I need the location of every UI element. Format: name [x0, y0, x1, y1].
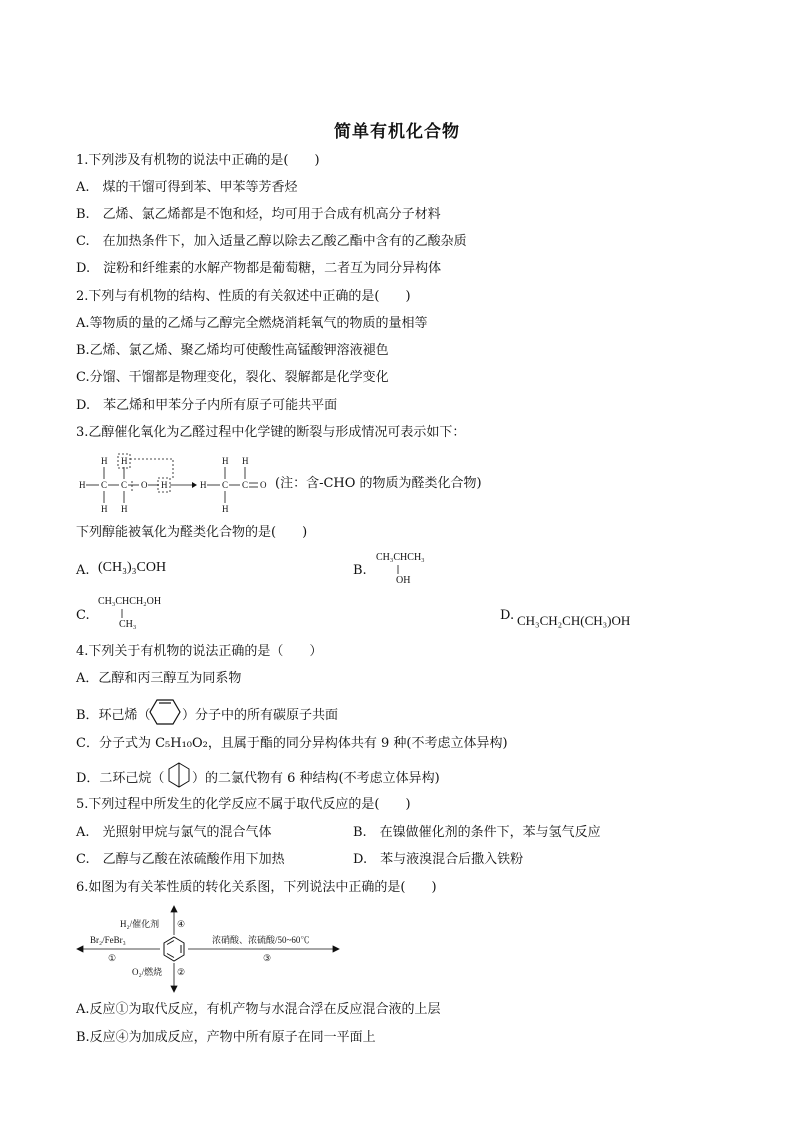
atom-h: H [101, 456, 108, 466]
q3-option-a-formula: (CH₃)₃COH [98, 560, 167, 575]
benzene-reaction-scheme [76, 905, 346, 993]
q1-option-c: C. 在加热条件下，加入适量乙醇以除去乙酸乙酯中含有的乙酸杂质 [76, 234, 467, 249]
q3-option-b-label: B. [353, 563, 367, 578]
q2-option-d: D. 苯乙烯和甲苯分子内所有原子可能共平面 [76, 398, 338, 413]
q5-option-c: C. 乙醇与乙酸在浓硫酸作用下加热 [76, 852, 285, 867]
atom-h: H [161, 480, 168, 490]
q3-option-d-label: D. [500, 608, 515, 623]
atom-c: C [222, 480, 229, 490]
ethanol-oxidation-scheme [76, 452, 276, 516]
q4-option-d-post: ）的二氯代物有 6 种结构(不考虑立体异构) [192, 771, 440, 786]
q2-option-b: B.乙烯、氯乙烯、聚乙烯均可使酸性高锰酸钾溶液褪色 [76, 343, 389, 358]
atom-h: H [121, 504, 128, 514]
q3-option-b-top: CH₃CHCH₃ [376, 552, 425, 563]
scheme-down-label: O₂/燃烧 [132, 967, 163, 977]
atom-h: H [79, 480, 86, 490]
q1-option-d: D. 淀粉和纤维素的水解产物都是葡萄糖，二者互为同分异构体 [76, 261, 442, 276]
scheme-left-label: Br₂/FeBr₃ [90, 935, 126, 945]
page-title: 简单有机化合物 [334, 122, 460, 142]
atom-o: O [141, 480, 148, 490]
q6-option-b: B.反应④为加成反应，产物中所有原子在同一平面上 [76, 1030, 376, 1045]
q3-option-c-bond [121, 609, 125, 619]
q1-option-a: A. 煤的干馏可得到苯、甲苯等芳香烃 [76, 180, 298, 195]
atom-c: C [242, 480, 249, 490]
q1-option-b: B. 乙烯、氯乙烯都是不饱和烃，均可用于合成有机高分子材料 [76, 207, 441, 222]
q2-stem: 2.下列与有机物的结构、性质的有关叙述中正确的是( ) [76, 289, 411, 304]
scheme-n2: ② [177, 967, 186, 977]
q3-subquestion: 下列醇能被氧化为醛类化合物的是( ) [76, 525, 308, 540]
scheme-n4: ④ [177, 919, 186, 929]
q5-option-a: A. 光照射甲烷与氯气的混合气体 [76, 825, 272, 840]
scheme-n1: ① [108, 953, 117, 963]
cyclohexene-icon [148, 697, 182, 727]
q2-option-c: C.分馏、干馏都是物理变化，裂化、裂解都是化学变化 [76, 370, 389, 385]
q5-option-d: D. 苯与液溴混合后撒入铁粉 [353, 852, 524, 867]
q3-option-c-bottom: CH₃ [119, 619, 137, 630]
q5-option-b: B. 在镍做催化剂的条件下，苯与氢气反应 [353, 825, 601, 840]
q4-option-a: A．乙醇和丙三醇互为同系物 [76, 671, 242, 686]
q2-option-a: A.等物质的量的乙烯与乙醇完全燃烧消耗氧气的物质的量相等 [76, 316, 428, 331]
atom-h: H [222, 504, 229, 514]
atom-h: H [242, 456, 249, 466]
atom-h: H [101, 504, 108, 514]
q4-option-b-pre: B．环己烯（ [76, 708, 151, 723]
q3-stem: 3.乙醇催化氧化为乙醛过程中化学键的断裂与形成情况可表示如下： [76, 425, 466, 440]
q4-option-c: C．分子式为 C₅H₁₀O₂，且属于酯的同分异构体共有 9 种(不考虑立体异构) [76, 736, 508, 751]
atom-h: H [222, 456, 229, 466]
atom-h: H [200, 480, 207, 490]
scheme-right-label: 浓硝酸、浓硫酸/50~60℃ [212, 935, 310, 945]
q6-option-a: A.反应①为取代反应，有机产物与水混合浮在反应混合液的上层 [76, 1002, 441, 1017]
atom-c: C [121, 480, 128, 490]
atom-o: O [260, 480, 267, 490]
q5-stem: 5.下列过程中所发生的化学反应不属于取代反应的是( ) [76, 797, 411, 812]
q3-option-b-bond [397, 565, 401, 575]
q4-option-b-post: ）分子中的所有碳原子共面 [182, 708, 339, 723]
q4-stem: 4.下列关于有机物的说法正确的是（ ） [76, 644, 323, 659]
q3-option-c-top: CH₃CHCH₂OH [98, 596, 162, 607]
q3-option-c-label: C. [76, 608, 90, 623]
scheme-n3: ③ [263, 953, 272, 963]
q3-option-d-formula: CH₃CH₂CH(CH₃)OH [517, 613, 631, 628]
atom-h: H [121, 456, 128, 466]
q3-option-b-bottom: OH [396, 575, 411, 586]
atom-c: C [101, 480, 108, 490]
bicyclohexane-icon [166, 761, 192, 789]
scheme-up-label: H₂/催化剂 [120, 919, 160, 929]
q3-option-a-label: A. [76, 563, 90, 578]
q1-stem: 1.下列涉及有机物的说法中正确的是( ) [76, 153, 320, 168]
q3-note: (注：含-CHO 的物质为醛类化合物) [275, 476, 482, 491]
q4-option-d-pre: D．二环己烷（ [76, 771, 165, 786]
q6-stem: 6.如图为有关苯性质的转化关系图，下列说法中正确的是( ) [76, 880, 437, 895]
